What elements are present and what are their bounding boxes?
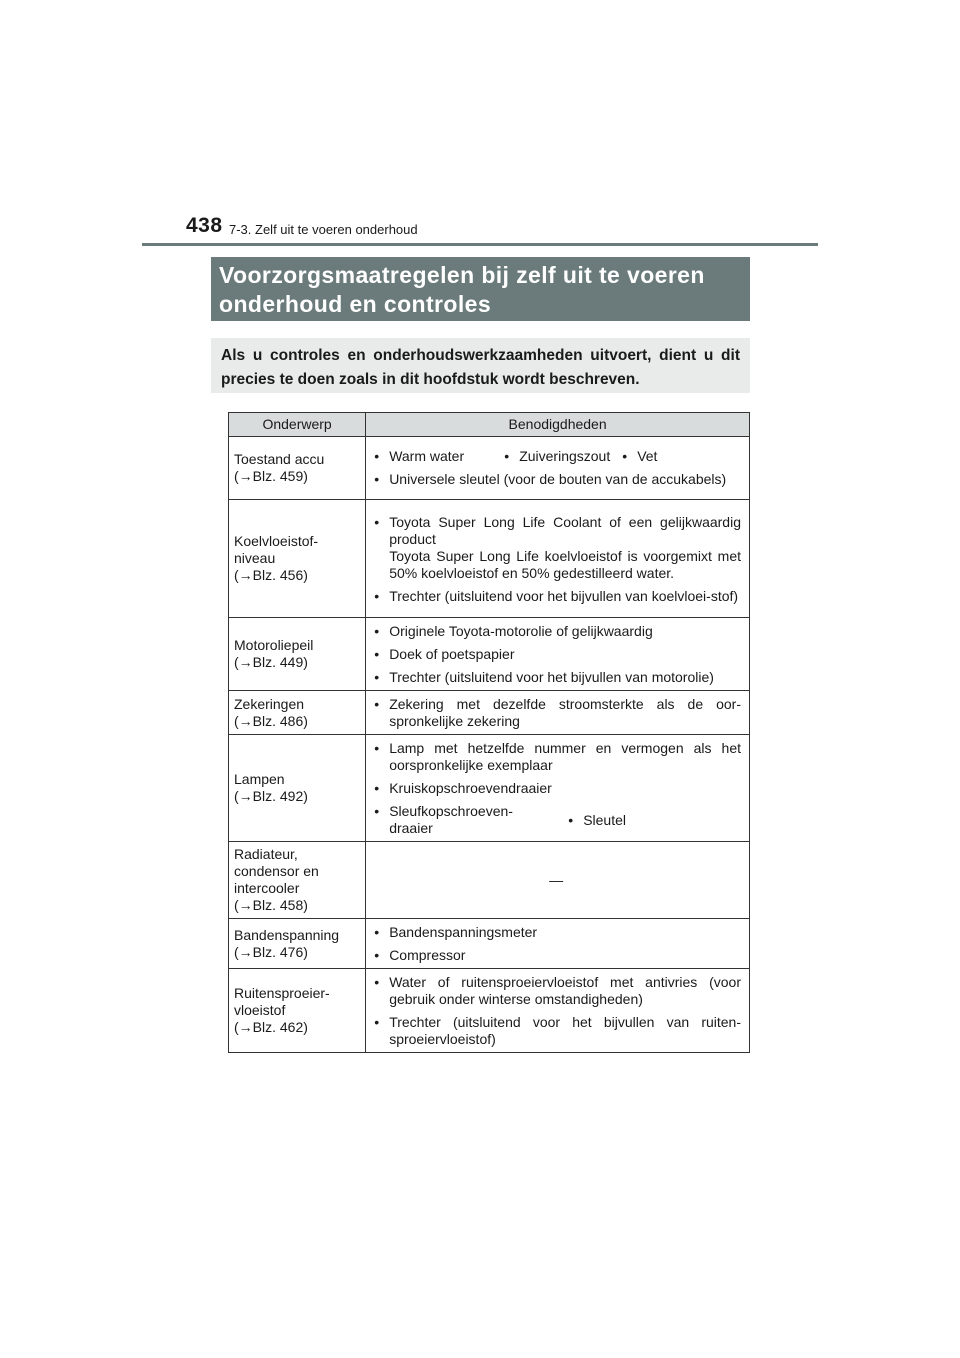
- requirements-cell: [366, 437, 750, 500]
- topic-page-ref: (→Blz. 449): [234, 654, 308, 670]
- table-row: [229, 437, 750, 500]
- table-row: [229, 842, 750, 919]
- topic-line: Ruitensproeier-: [234, 985, 330, 1001]
- list-item: • Vet: [619, 448, 657, 465]
- table-header-row: [229, 413, 750, 437]
- inline-items: [371, 448, 741, 465]
- topic-line: Zekeringen: [234, 695, 305, 712]
- topic-cell: [229, 969, 366, 1053]
- list-item: • Zuiveringszout: [501, 448, 619, 465]
- list-item: [371, 514, 741, 582]
- topic-page-ref: (→Blz. 459): [234, 468, 308, 484]
- topic-line: vloeistof: [234, 1002, 286, 1018]
- requirements-cell: [366, 735, 750, 842]
- topic-line: Motoroliepeil: [234, 637, 314, 653]
- list-item: • Warm water: [371, 448, 501, 465]
- topic-cell: [229, 842, 366, 919]
- list-item: • Kruiskopschroevendraaier: [371, 780, 741, 797]
- topic-cell: [229, 735, 366, 842]
- maintenance-table: [228, 412, 750, 1053]
- table-row: [229, 618, 750, 691]
- topic-page-ref: (→Blz. 456): [234, 567, 308, 583]
- list-item: • Trechter (uitsluitend voor het bijvullen van koelvloei-stof): [371, 588, 741, 605]
- list-item: • Zekering met dezelfde stroomsterkte als de oor-spronkelijke zekering: [371, 696, 741, 730]
- list-item: • Doek of poetspapier: [371, 646, 741, 663]
- requirements-cell: [366, 500, 750, 618]
- topic-line: Koelvloeistof-: [234, 533, 319, 549]
- topic-line: intercooler: [234, 880, 300, 896]
- topic-page-ref: (→Blz. 486): [234, 712, 308, 729]
- topic-line: Bandenspanning: [234, 926, 340, 943]
- list-item-text: Toyota Super Long Life Coolant of een gelijkwaardig product: [389, 513, 741, 547]
- list-item: • Trechter (uitsluitend voor het bijvullen van motorolie): [371, 669, 741, 686]
- requirements-list: [371, 623, 741, 686]
- topic-line: Radiateur,: [234, 846, 298, 862]
- requirements-list: [371, 514, 741, 605]
- table-row: [229, 735, 750, 842]
- list-item: • Sleutel: [565, 812, 626, 829]
- requirements-cell: [366, 618, 750, 691]
- list-item-note: Toyota Super Long Life koelvloeistof is voorgemixt met 50% koelvloeistof en 50% gedestilleerd water.: [389, 547, 741, 581]
- topic-page-ref: (→Blz. 476): [234, 943, 308, 960]
- topic-page-ref: (→Blz. 492): [234, 788, 308, 804]
- topic-page-ref: (→Blz. 462): [234, 1019, 308, 1035]
- topic-page-ref: (→Blz. 458): [234, 897, 308, 913]
- list-item: • Bandenspanningsmeter: [371, 924, 741, 941]
- requirements-cell: [366, 919, 750, 969]
- list-item: • Originele Toyota-motorolie of gelijkwaardig: [371, 623, 741, 640]
- topic-line: Lampen: [234, 771, 285, 787]
- requirements-list: [371, 740, 741, 797]
- requirements-list: [371, 471, 741, 488]
- column-header-topic: Onderwerp: [229, 413, 366, 437]
- topic-cell: [229, 618, 366, 691]
- topic-line: Toestand accu: [234, 451, 325, 467]
- requirements-cell: [366, 969, 750, 1053]
- list-item: • Trechter (uitsluitend voor het bijvullen van ruiten-sproeiervloeistof): [371, 1014, 741, 1048]
- intro-text: Als u controles en onderhoudswerkzaamheden uitvoert, dient u dit precies te doen zoals in dit hoofdstuk wordt beschreven.: [211, 338, 750, 393]
- topic-cell: [229, 919, 366, 969]
- list-item: • Universele sleutel (voor de bouten van de accukabels): [371, 471, 741, 488]
- topic-cell: [229, 500, 366, 618]
- requirements-list: [371, 696, 741, 730]
- list-item: • Water of ruitensproeiervloeistof met antivries (voor gebruik onder winterse omstandigheden): [371, 974, 741, 1008]
- table-row: [229, 919, 750, 969]
- requirements-cell: —: [366, 842, 750, 919]
- section-reference: 7-3. Zelf uit te voeren onderhoud: [229, 222, 418, 237]
- table-row: [229, 500, 750, 618]
- requirements-list: [371, 974, 741, 1048]
- list-item: • Sleufkopschroeven-draaier: [371, 803, 549, 837]
- list-item: • Compressor: [371, 947, 741, 964]
- requirements-list: [371, 924, 741, 964]
- page-number: 438: [186, 214, 223, 237]
- table-row: [229, 969, 750, 1053]
- list-item: • Lamp met hetzelfde nummer en vermogen als het oorspronkelijke exemplaar: [371, 740, 741, 774]
- section-title: Voorzorgsmaatregelen bij zelf uit te voeren onderhoud en controles: [211, 257, 750, 321]
- requirements-cell: [366, 691, 750, 735]
- topic-line: niveau: [234, 550, 276, 566]
- column-header-requirements: Benodigdheden: [366, 413, 750, 437]
- header-rule: [142, 243, 818, 246]
- topic-cell: [229, 691, 366, 735]
- table-row: [229, 691, 750, 735]
- topic-cell: [229, 437, 366, 500]
- paired-items: [371, 803, 741, 837]
- topic-line: condensor en: [234, 863, 319, 879]
